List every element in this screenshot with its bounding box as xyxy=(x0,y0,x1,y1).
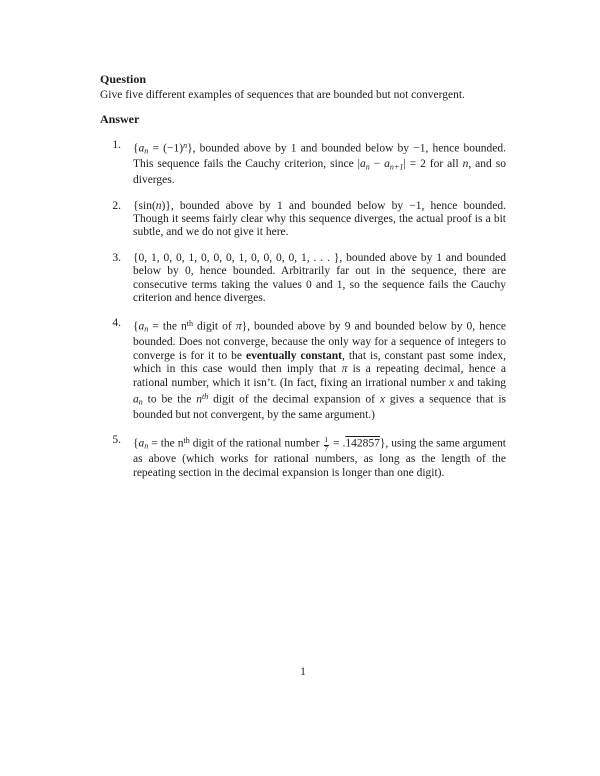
question-text: Give five different examples of sequences that are bounded but not convergent. xyxy=(100,89,465,101)
item-number: 3. xyxy=(112,251,121,264)
answer-item-4 xyxy=(100,317,506,422)
item-number: 2. xyxy=(112,199,121,212)
item-text: {an = the $n^{th}$ digit of π}, bounded above by 9 and bounded below by 0, hence bounded. Does not converge, because the only way for a sequence of integers to converge is for it to be eventually constant, that is, constant past some index, which in this case would then imply that π is a repeating decimal, hence a rational number, which it isn’t. (In fact, fixing an irrational number x and taking an to be the $n^{th}$ digit of the decimal expansion of x gives a sequence that is bounded but not convergent, by the same argument.) xyxy=(133,319,506,422)
question-heading: Question xyxy=(100,72,147,86)
answer-item-5 xyxy=(100,434,506,480)
answer-item-1 xyxy=(100,139,506,187)
answer-item-3 xyxy=(100,252,506,306)
item-text: {0, 1, 0, 0, 1, 0, 0, 0, 1, 0, 0, 0, 0, 1, . . . }, bounded above by 1 and bounded below by 0, hence bounded. Arbitrarily far out in the sequence, there are consecutive terms taking the values 0 and 1, so the sequence fails the Cauchy criterion and hence diverges. xyxy=(133,251,506,304)
item-number: 1. xyxy=(112,139,121,152)
item-number: 5. xyxy=(112,434,121,447)
text-block xyxy=(100,72,506,492)
item-text: $\{an = (-1)^n\}$, bounded above by 1 and bounded below by −1, hence bounded. This sequence fails the Cauchy criterion, since |an − an+1| = 2 for all n, and so diverges. xyxy=(133,141,506,187)
item-text: {an = the $n^{th}$ digit of the rational number $\frac{1}{7}$ = .142857}, using the same argument as above (which works for rational numbers, as long as the length of the repeating section in the decimal expansion is longer than one digit). xyxy=(133,436,506,479)
inline-fraction: $\frac{1}{7}$ xyxy=(324,436,329,453)
item-number: 4. xyxy=(112,317,121,330)
answer-heading: Answer xyxy=(100,112,140,127)
answer-item-2 xyxy=(100,200,506,240)
page-number: 1 xyxy=(300,666,306,678)
item-text: {sin(n)}, bounded above by 1 and bounded below by −1, hence bounded. Though it seems fairly clear why this sequence diverges, the actual proof is a bit subtle, and we do not give it here. xyxy=(133,199,506,239)
answer-list xyxy=(100,139,506,480)
